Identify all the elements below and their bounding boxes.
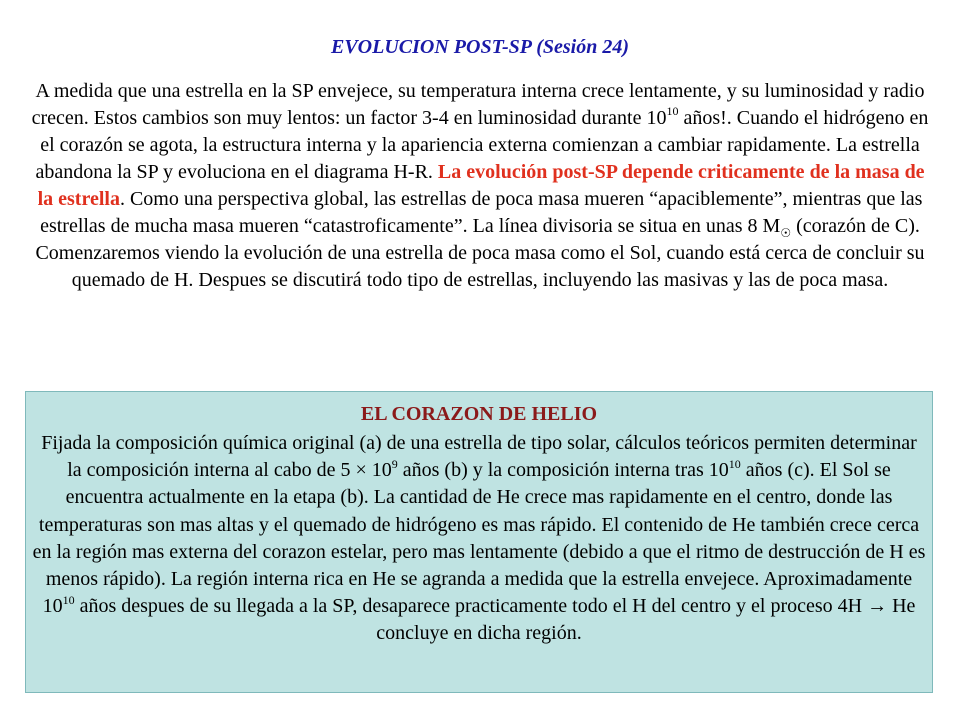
box-title: EL CORAZON DE HELIO (360, 403, 598, 425)
box-text-3: años (c). El Sol se encuentra actualmente en la etapa (b). La cantidad de He crece mas rapidamente en el centro, donde las temperaturas son mas altas y el quemado de hidrógeno es mas rápido. El contenido de He también crece cerca en la región mas externa del corazon estelar, pero mas lentamente (debido a que el ritmo de destrucción de H es menos rápido). La región interna rica en He se agranda a medida que la estrella envejece. Aproximadamente 10 (32, 459, 926, 618)
intro-paragraph (28, 78, 932, 294)
intro-highlight: La evolución post-SP depende criticamente de la masa de la estrella (37, 161, 925, 210)
box-exponent-1: 9 (391, 456, 398, 471)
box-paragraph (32, 430, 926, 648)
box-exponent-3: 10 (62, 592, 75, 607)
sun-symbol: ☉ (780, 226, 792, 240)
box-exponent-2: 10 (728, 456, 741, 471)
box-text-4: años despues de su llegada a la SP, desaparece practicamente todo el H del centro y el proceso 4H → He concluye en dicha región. (74, 595, 916, 645)
box-text-1: Fijada la composición química original (a) de una estrella de tipo solar, cálculos teóricos permiten determinar la composición interna al cabo de 5 × 10 (41, 432, 917, 482)
page-title: EVOLUCION POST-SP (Sesión 24) (331, 36, 629, 58)
intro-text-2: años!. Cuando el hidrógeno en el corazón se agota, la estructura interna y la apariencia externa comienzan a cambiar rapidamente. La estrella abandona la SP y evoluciona en el diagrama H-R. (35, 107, 929, 183)
intro-text-3: . Como una perspectiva global, las estrellas de poca masa mueren “apaciblemente”, mientras que las estrellas de mucha masa mueren “catastroficamente”. La línea divisoria se situa en unas 8 M (40, 188, 923, 237)
intro-exponent: 10 (666, 104, 679, 119)
helium-core-box (25, 391, 933, 693)
box-text-2: años (b) y la composición interna tras 10 (397, 459, 729, 482)
intro-text-4: (corazón de C). Comenzaremos viendo la evolución de una estrella de poca masa como el Sol, cuando está cerca de concluir su quemado de H. Despues se discutirá todo tipo de estrellas, incluyendo las masivas y las de poca masa. (35, 215, 925, 291)
intro-text-1: A medida que una estrella en la SP envejece, su temperatura interna crece lentamente, y su luminosidad y radio crecen. Estos cambios son muy lentos: un factor 3-4 en luminosidad durante 10 (31, 80, 925, 129)
